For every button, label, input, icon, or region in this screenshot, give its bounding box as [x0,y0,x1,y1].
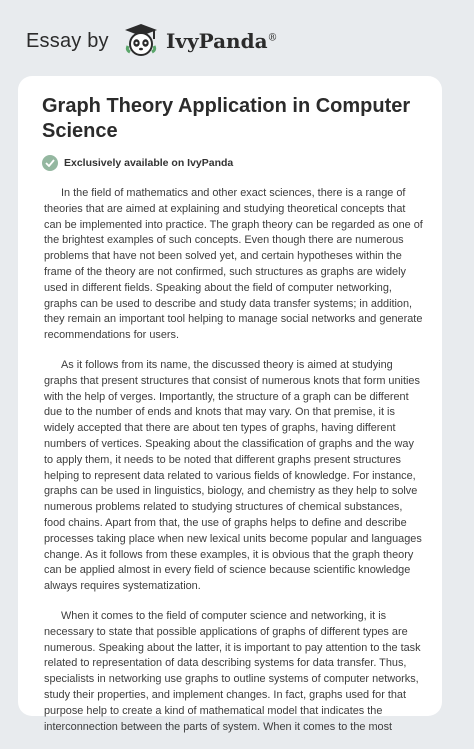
paragraph: When it comes to the field of computer science and networking, it is necessary to state that possible applications of graphs of different types are numerous. Speaking about the latter, it is important to pay attention to the task related to representation of data describing systems for data transfer. Thus, specialists in networking use graphs to outline systems of computer networks, study their properties, and implement changes. In fact, graphs used for that purpose help to create a kind of mathematical model that indicates the interconnection between the parts of system. When it comes to the most [44,609,421,733]
site-header [0,0,474,76]
paragraph: In the field of mathematics and other exact sciences, there is a range of theories that are aimed at explaining and studying theoretical concepts that can be implemented into practice. The graph theory can be regarded as one of the brightest examples of such concepts. Even though there are numerous problems that have not been solved yet, and certain hypotheses within the frame of the theory are not confirmed, such structures as graphs are widely used in different fields. Speaking about the field of computer networking, graphs can be used to describe and study data transfer systems; in addition, they remain an important tool helping to manage social networks and generate recommendations for users. [44,187,423,342]
essay-body [44,186,424,749]
check-circle-icon [42,155,58,171]
exclusive-badge-text: Exclusively available on IvyPanda [64,157,234,169]
registered-mark: ® [267,32,278,44]
essay-by-label: Essay by [26,30,109,52]
paragraph: As it follows from its name, the discussed theory is aimed at studying graphs that present structures that consist of numerous knots that form unities with the help of verges. Importantly, the structure of a graph can be different due to the number of ends and knots that may vary. On that premise, it is widely accepted that there are about ten types of graphs, having different numbers of vertices. Speaking about the classification of graphs and the way to apply them, it needs to be noted that different graphs present structures helping to represent data related to various fields of knowledge. For instance, graphs can be used in linguistics, biology, and chemistry as they help to solve numerous problems related to studying structures of chemical substances, food chains. Apart from that, the use of graphs helps to define and describe processes taking place when new lexical units become popular and languages change. As it follows from these examples, it is obvious that the graph theory can be applied almost in every field of science because scientific knowledge always requires systematization. [44,358,422,593]
essay-title: Graph Theory Application in Computer Science [42,95,411,142]
brand-name[interactable]: IvyPanda® [166,29,278,53]
panda-logo-icon[interactable] [121,22,161,58]
